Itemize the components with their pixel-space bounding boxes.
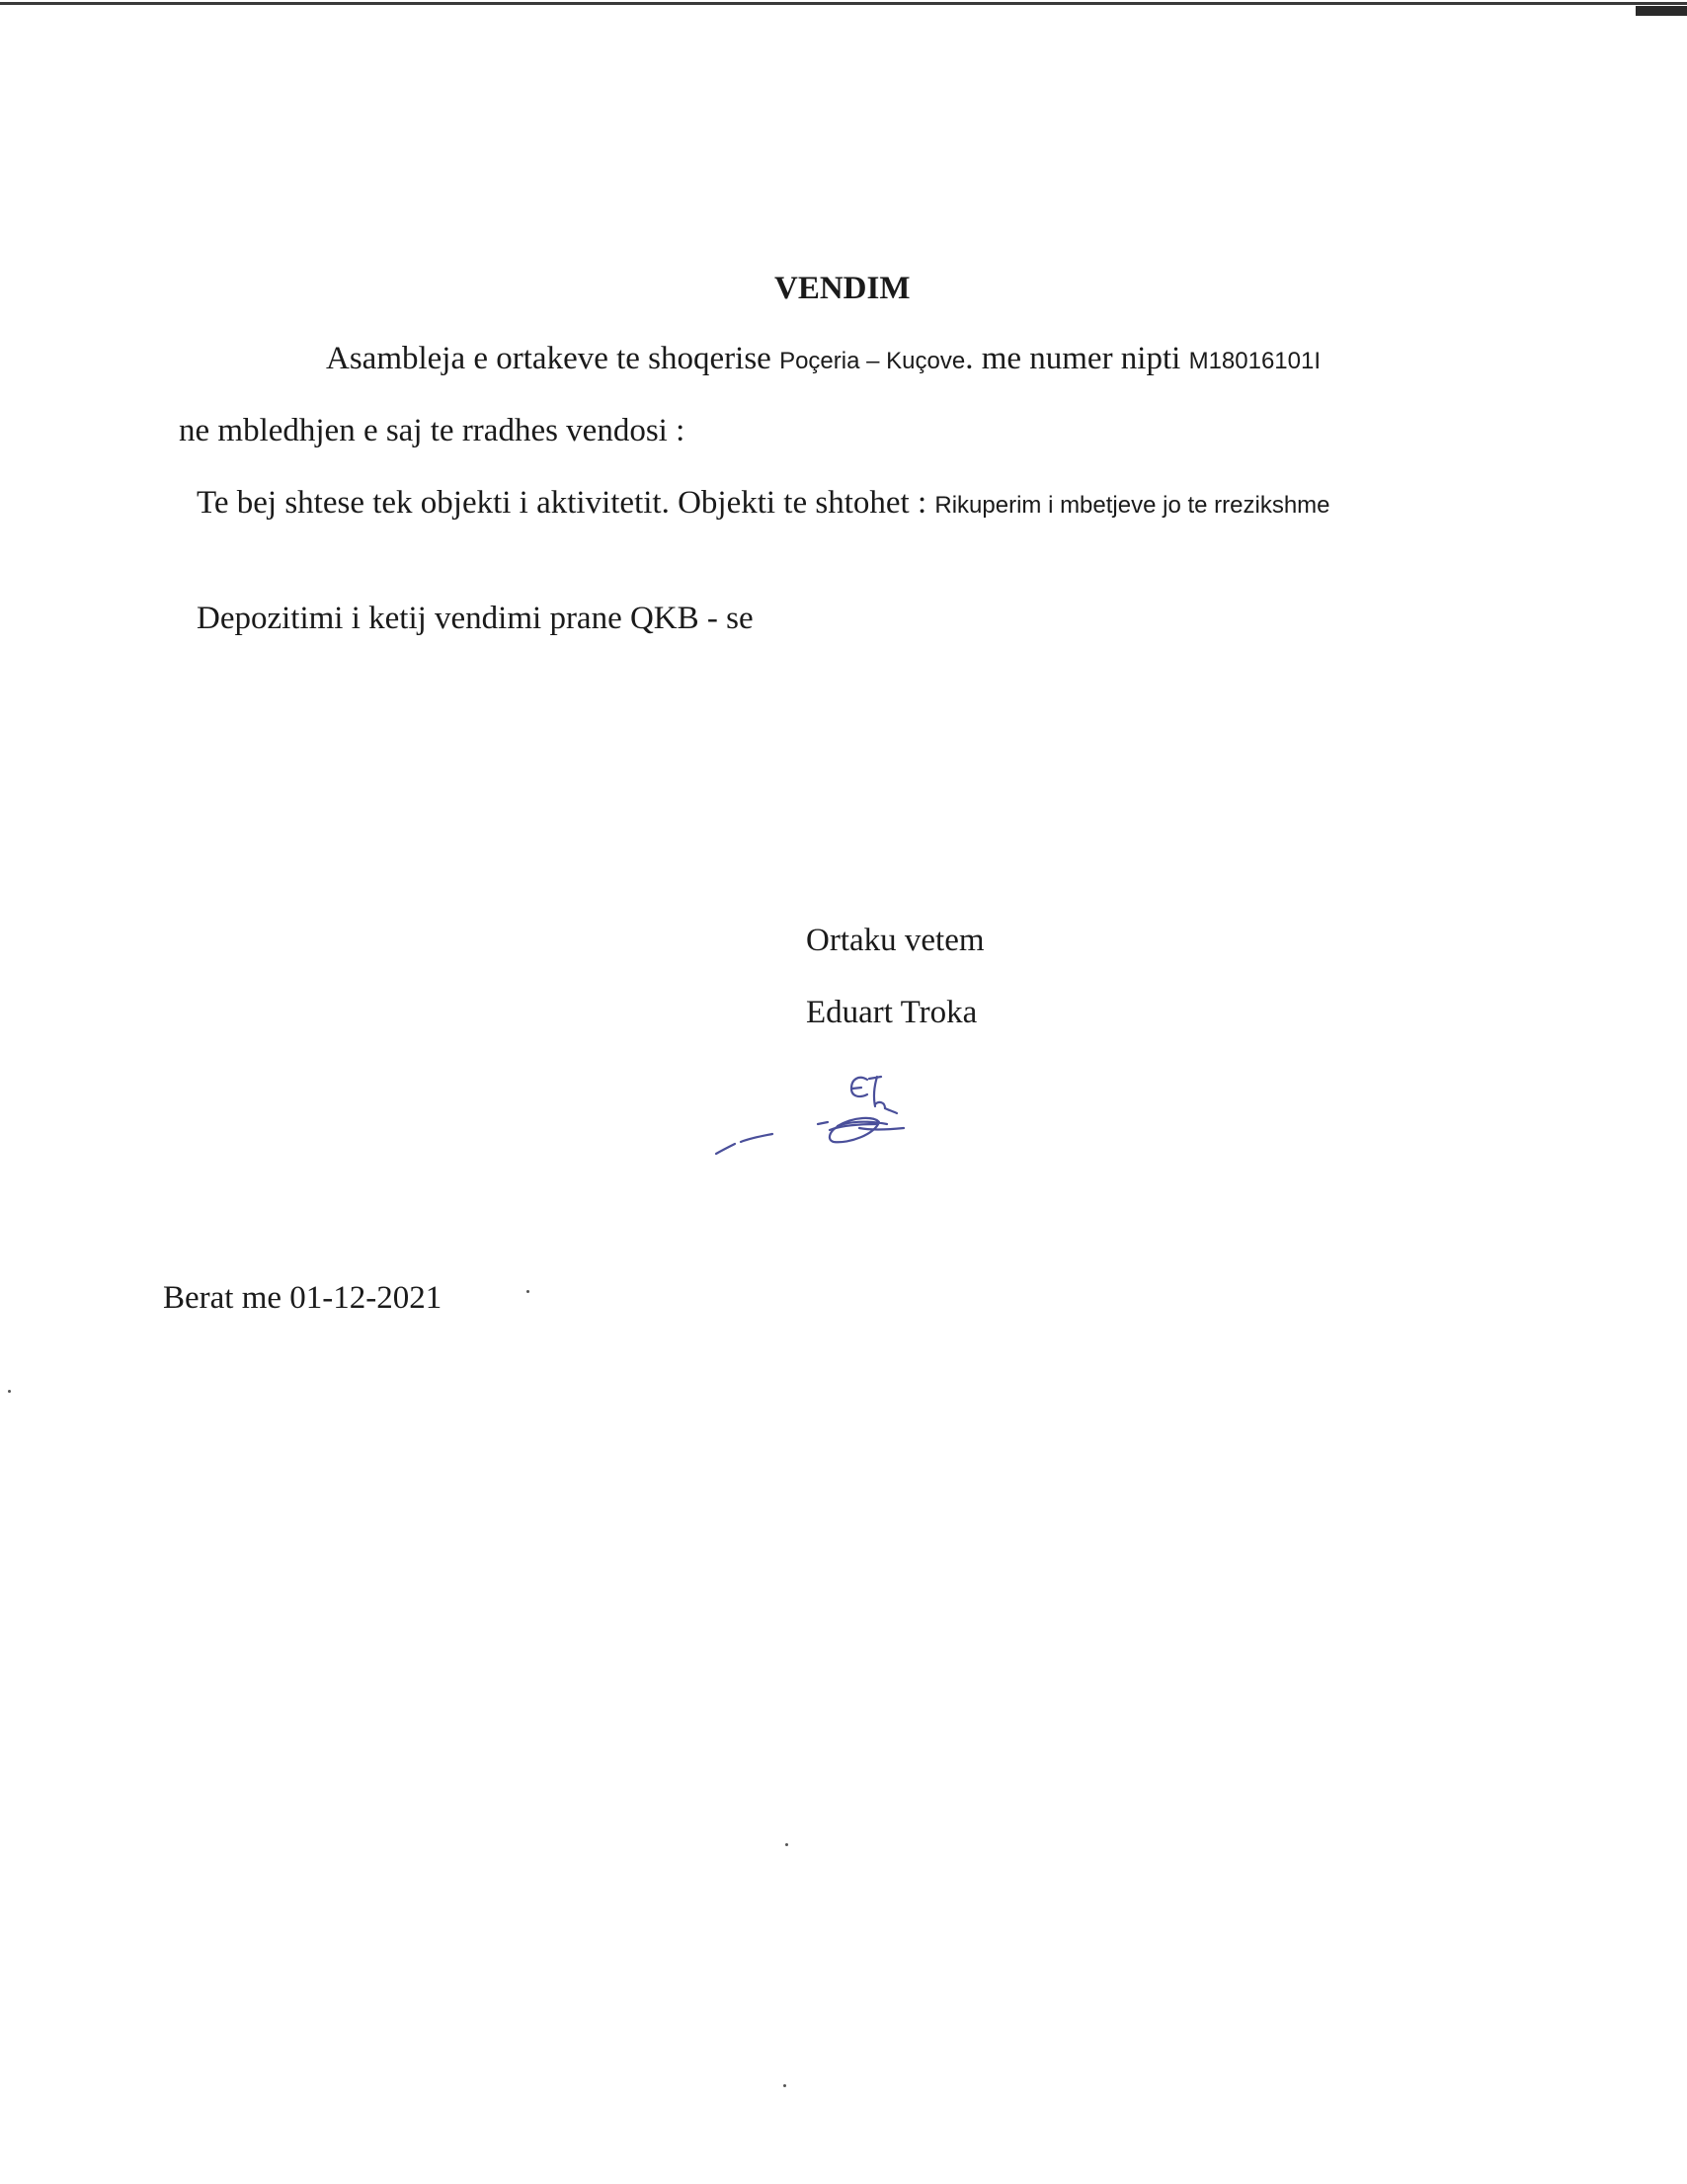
decision-1-text: Te bej shtese tek objekti i aktivitetit. Objekti te shtohet : (197, 485, 927, 521)
paragraph-1-middle: . me numer nipti (965, 341, 1181, 376)
scan-edge-mark (1636, 6, 1687, 16)
document-title: VENDIM (774, 271, 911, 306)
company-name: Poçeria – Kuçove (779, 348, 966, 374)
decision-1 (197, 483, 1330, 526)
nipt-number: M18016101I (1188, 348, 1322, 374)
paragraph-1-continuation: ne mbledhjen e saj te rradhes vendosi : (179, 413, 685, 448)
signatory-name: Eduart Troka (806, 995, 978, 1030)
scan-speck (783, 2084, 786, 2087)
scan-speck (785, 1843, 788, 1846)
activity-object: Rikuperim i mbetjeve jo te rrezikshme (934, 492, 1330, 519)
scan-top-border (0, 2, 1687, 5)
paragraph-1 (326, 339, 1321, 381)
scan-speck (526, 1290, 529, 1293)
handwritten-signature (711, 1065, 909, 1178)
signatory-role: Ortaku vetem (806, 923, 985, 958)
paragraph-1-prefix: Asambleja e ortakeve te shoqerise (326, 341, 771, 376)
scan-speck (8, 1390, 11, 1393)
decision-2: Depozitimi i ketij vendimi prane QKB - se (197, 601, 754, 636)
place-and-date: Berat me 01-12-2021 (163, 1280, 442, 1316)
